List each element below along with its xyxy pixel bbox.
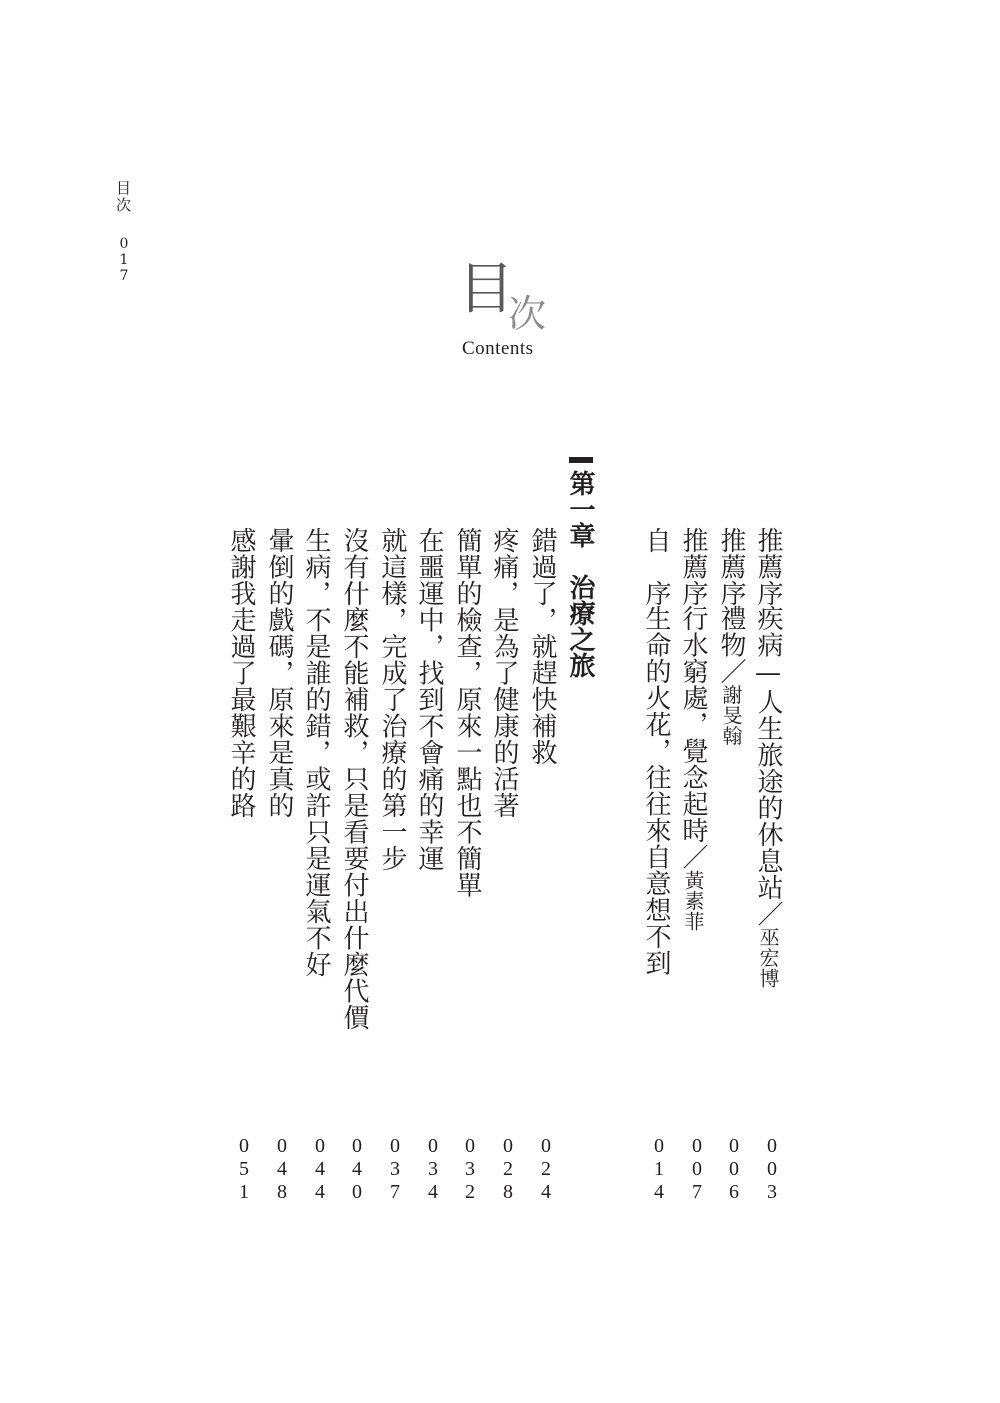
chapter-marker-bar — [569, 457, 593, 463]
toc-page-number: 032 — [459, 1135, 481, 1204]
toc-page-number: 034 — [422, 1135, 444, 1204]
entry-author: 巫宏博 — [756, 927, 780, 989]
toc-page-number: 037 — [384, 1135, 406, 1204]
entry-label: 推薦序 — [753, 527, 783, 607]
page-number: 017 — [116, 236, 132, 284]
chapter-heading: 第一章 治療之旅 — [565, 470, 595, 678]
toc-entry-foreword-3[interactable] — [680, 527, 706, 932]
entry-label: 推薦序 — [716, 527, 746, 607]
toc-entry[interactable]: 在噩運中，找到不會痛的幸運 — [414, 527, 444, 872]
toc-title-english: Contents — [462, 338, 534, 359]
toc-page-number: 048 — [271, 1135, 293, 1204]
toc-page-number: 006 — [723, 1135, 745, 1204]
toc-title: 目 — [458, 257, 514, 322]
toc-entry[interactable]: 暈倒的戲碼，原來是真的 — [264, 527, 294, 819]
entry-title: 疾病—人生旅途的休息站／ — [753, 605, 783, 927]
running-head: 目次 — [114, 180, 132, 214]
toc-entry-preface[interactable] — [643, 527, 669, 976]
toc-page-number: 040 — [346, 1135, 368, 1204]
toc-title-sub: 次 — [508, 292, 547, 336]
toc-page-number: 044 — [309, 1135, 331, 1204]
toc-entry[interactable]: 簡單的檢查，原來一點也不簡單 — [452, 527, 482, 898]
toc-page-number: 028 — [497, 1135, 519, 1204]
toc-entry[interactable]: 感謝我走過了最艱辛的路 — [226, 527, 256, 819]
toc-entry[interactable]: 就這樣，完成了治療的第一步 — [377, 527, 407, 872]
entry-title: 行水窮處，覺念起時／ — [678, 605, 708, 870]
toc-entry-foreword-1[interactable] — [755, 527, 781, 989]
entry-title: 禮物／ — [716, 605, 746, 685]
toc-entry[interactable]: 錯過了，就趕快補救 — [527, 527, 557, 766]
toc-page-number: 007 — [686, 1135, 708, 1204]
entry-label: 推薦序 — [678, 527, 708, 607]
toc-page-number: 024 — [535, 1135, 557, 1204]
toc-page-number: 003 — [761, 1135, 783, 1204]
entry-title: 生命的火花，往往來自意想不到 — [641, 605, 671, 976]
entry-author: 黃素菲 — [681, 870, 705, 932]
toc-entry[interactable]: 疼痛，是為了健康的活著 — [489, 527, 519, 819]
entry-author: 謝旻翰 — [719, 684, 743, 746]
toc-entry[interactable]: 沒有什麼不能補救，只是看要付出什麼代價 — [339, 527, 369, 1031]
toc-page-number: 014 — [648, 1135, 670, 1204]
toc-entry-foreword-2[interactable] — [718, 527, 744, 746]
toc-page-number: 051 — [233, 1135, 255, 1204]
entry-label: 自 序 — [641, 527, 671, 607]
toc-entry[interactable]: 生病，不是誰的錯，或許只是運氣不好 — [301, 527, 331, 978]
